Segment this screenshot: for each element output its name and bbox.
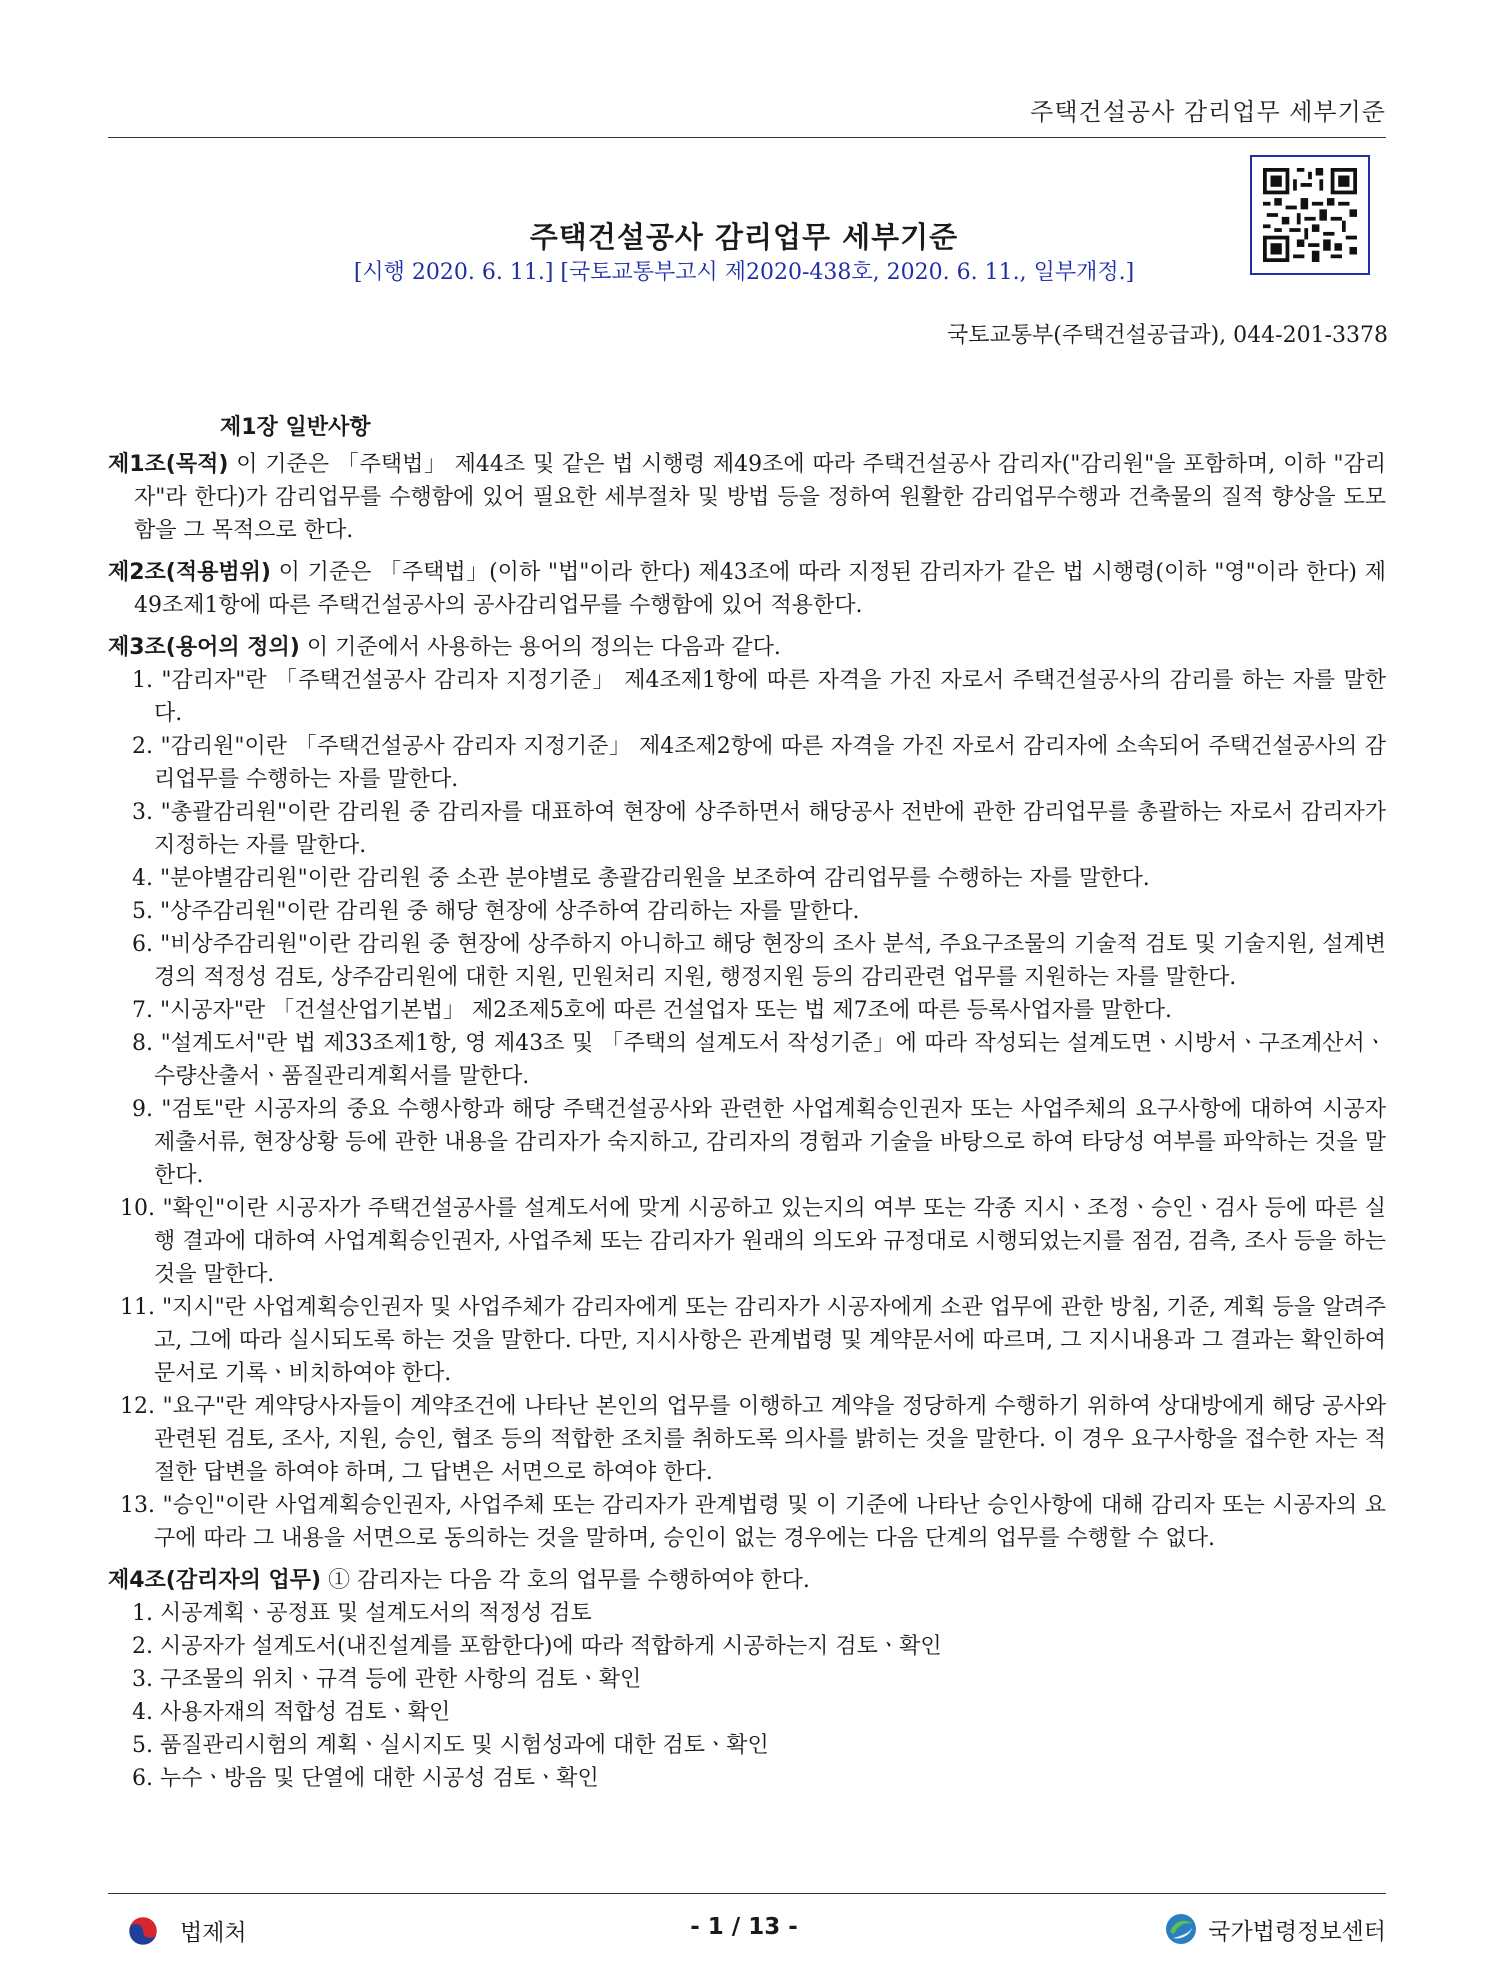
footer-center-name: 국가법령정보센터	[1208, 1918, 1386, 1945]
article-2-text: 이 기준은 「주택법」(이하 "법"이라 한다) 제43조에 따라 지정된 감리자가 같은 법 시행령(이하 "영"이라 한다) 제49조제1항에 따른 주택건설공사의 공사감리업무를 수행함에 있어 적용한다.	[134, 560, 1386, 618]
contact-info: 국토교통부(주택건설공급과), 044-201-3378	[946, 323, 1388, 348]
article-2	[108, 556, 1386, 622]
duty-item: 4. 사용자재의 적합성 검토ㆍ확인	[132, 1700, 451, 1725]
definition-item: 1. "감리자"란 「주택건설공사 감리자 지정기준」 제4조제1항에 따른 자격을 가진 자로서 주택건설공사의 감리를 하는 자를 말한다.	[132, 668, 1386, 726]
definition-item: 5. "상주감리원"이란 감리원 중 해당 현장에 상주하여 감리하는 자를 말한다.	[132, 899, 860, 924]
article-1-text: 이 기준은 「주택법」 제44조 및 같은 법 시행령 제49조에 따라 주택건설공사 감리자("감리원"을 포함하며, 이하 "감리자"라 한다)가 감리업무를 수행함에 있어 필요한 세부절차 및 방법 등을 정하여 원활한 감리업무수행과 건축물의 질적 향상을 도모함을 그 목적으로 한다.	[134, 452, 1386, 543]
article-4-items	[108, 1597, 1386, 1795]
duty-item: 5. 품질관리시험의 계획ㆍ실시지도 및 시험성과에 대한 검토ㆍ확인	[132, 1733, 769, 1758]
article-2-heading: 제2조(적용범위)	[108, 560, 271, 585]
footer-right	[1164, 1912, 1386, 1946]
article-3	[108, 631, 1386, 664]
duty-item: 3. 구조물의 위치ㆍ규격 등에 관한 사항의 검토ㆍ확인	[132, 1667, 642, 1692]
definition-item: 8. "설계도서"란 법 제33조제1항, 영 제43조 및 「주택의 설계도서 작성기준」에 따라 작성되는 설계도면ㆍ시방서ㆍ구조계산서ㆍ수량산출서ㆍ품질관리계획서를 말한다.	[132, 1031, 1386, 1089]
definition-item: 13. "승인"이란 사업계획승인권자, 사업주체 또는 감리자가 관계법령 및 이 기준에 나타난 승인사항에 대해 감리자 또는 시공자의 요구에 따라 그 내용을 서면으로 동의하는 것을 말하며, 승인이 없는 경우에는 다음 단계의 업무를 수행할 수 없다.	[120, 1493, 1386, 1551]
article-3-heading: 제3조(용어의 정의)	[108, 635, 300, 660]
page-number: - 1 / 13 -	[690, 1914, 798, 1940]
duty-item: 2. 시공자가 설계도서(내진설계를 포함한다)에 따라 적합하게 시공하는지 검토ㆍ확인	[132, 1634, 942, 1659]
document-subtitle: [시행 2020. 6. 11.] [국토교통부고시 제2020-438호, 2020. 6. 11., 일부개정.]	[353, 260, 1135, 285]
article-4-text: ① 감리자는 다음 각 호의 업무를 수행하여야 한다.	[321, 1568, 810, 1593]
document-title: 주택건설공사 감리업무 세부기준	[529, 220, 959, 254]
definition-item: 9. "검토"란 시공자의 중요 수행사항과 해당 주택건설공사와 관련한 사업계획승인권자 또는 사업주체의 요구사항에 대하여 시공자 제출서류, 현장상황 등에 관한 내용을 감리자가 숙지하고, 감리자의 경험과 기술을 바탕으로 하여 타당성 여부를 파악하는 것을 말한다.	[132, 1097, 1386, 1188]
definition-item: 4. "분야별감리원"이란 감리원 중 소관 분야별로 총괄감리원을 보조하여 감리업무를 수행하는 자를 말한다.	[132, 866, 1150, 891]
definition-item: 3. "총괄감리원"이란 감리원 중 감리자를 대표하여 현장에 상주하면서 해당공사 전반에 관한 감리업무를 총괄하는 자로서 감리자가 지정하는 자를 말한다.	[132, 800, 1386, 858]
chapter-heading: 제1장 일반사항	[220, 415, 371, 440]
definition-item: 12. "요구"란 계약당사자들이 계약조건에 나타난 본인의 업무를 이행하고 계약을 정당하게 수행하기 위하여 상대방에게 해당 공사와 관련된 검토, 조사, 지원, 승인, 협조 등의 적합한 조치를 취하도록 의사를 밝히는 것을 말한다. 이 경우 요구사항을 접수한 자는 적절한 답변을 하여야 하며, 그 답변은 서면으로 하여야 한다.	[120, 1394, 1386, 1485]
article-1	[108, 448, 1386, 547]
article-4-heading: 제4조(감리자의 업무)	[108, 1568, 322, 1593]
article-1-heading: 제1조(목적)	[108, 452, 229, 477]
definition-item: 11. "지시"란 사업계획승인권자 및 사업주체가 감리자에게 또는 감리자가 시공자에게 소관 업무에 관한 방침, 기준, 계획 등을 알려주고, 그에 따라 실시되도록 하는 것을 말한다. 다만, 지시사항은 관계법령 및 계약문서에 따르며, 그 지시내용과 그 결과는 확인하여 문서로 기록ㆍ비치하여야 한다.	[120, 1295, 1386, 1386]
header-title: 주택건설공사 감리업무 세부기준	[1030, 98, 1386, 126]
footer-rule	[108, 1893, 1386, 1894]
duty-item: 1. 시공계획ㆍ공정표 및 설계도서의 적정성 검토	[132, 1601, 592, 1626]
duty-item: 6. 누수ㆍ방음 및 단열에 대한 시공성 검토ㆍ확인	[132, 1766, 599, 1791]
definition-item: 7. "시공자"란 「건설산업기본법」 제2조제5호에 따른 건설업자 또는 법 제7조에 따른 등록사업자를 말한다.	[132, 998, 1172, 1023]
document-body	[108, 448, 1386, 1804]
article-4	[108, 1564, 1386, 1597]
law-info-center-logo-icon	[1164, 1912, 1198, 1946]
definition-item: 6. "비상주감리원"이란 감리원 중 현장에 상주하지 아니하고 해당 현장의 조사 분석, 주요구조물의 기술적 검토 및 기술지원, 설계변경의 적정성 검토, 상주감리원에 대한 지원, 민원처리 지원, 행정지원 등의 감리관련 업무를 지원하는 자를 말한다.	[132, 932, 1386, 990]
article-3-text: 이 기준에서 사용하는 용어의 정의는 다음과 같다.	[299, 635, 781, 660]
definition-item: 2. "감리원"이란 「주택건설공사 감리자 지정기준」 제4조제2항에 따른 자격을 가진 자로서 감리자에 소속되어 주택건설공사의 감리업무를 수행하는 자를 말한다.	[132, 734, 1386, 792]
footer-agency-name: 법제처	[180, 1920, 247, 1946]
header-rule	[108, 137, 1386, 138]
definition-item: 10. "확인"이란 시공자가 주택건설공사를 설계도서에 맞게 시공하고 있는지의 여부 또는 각종 지시ㆍ조정ㆍ승인ㆍ검사 등에 따른 실행 결과에 대하여 사업계획승인권자, 사업주체 또는 감리자가 원래의 의도와 규정대로 시행되었는지를 점검, 검측, 조사 등을 하는 것을 말한다.	[120, 1196, 1386, 1287]
article-3-items	[108, 664, 1386, 1555]
